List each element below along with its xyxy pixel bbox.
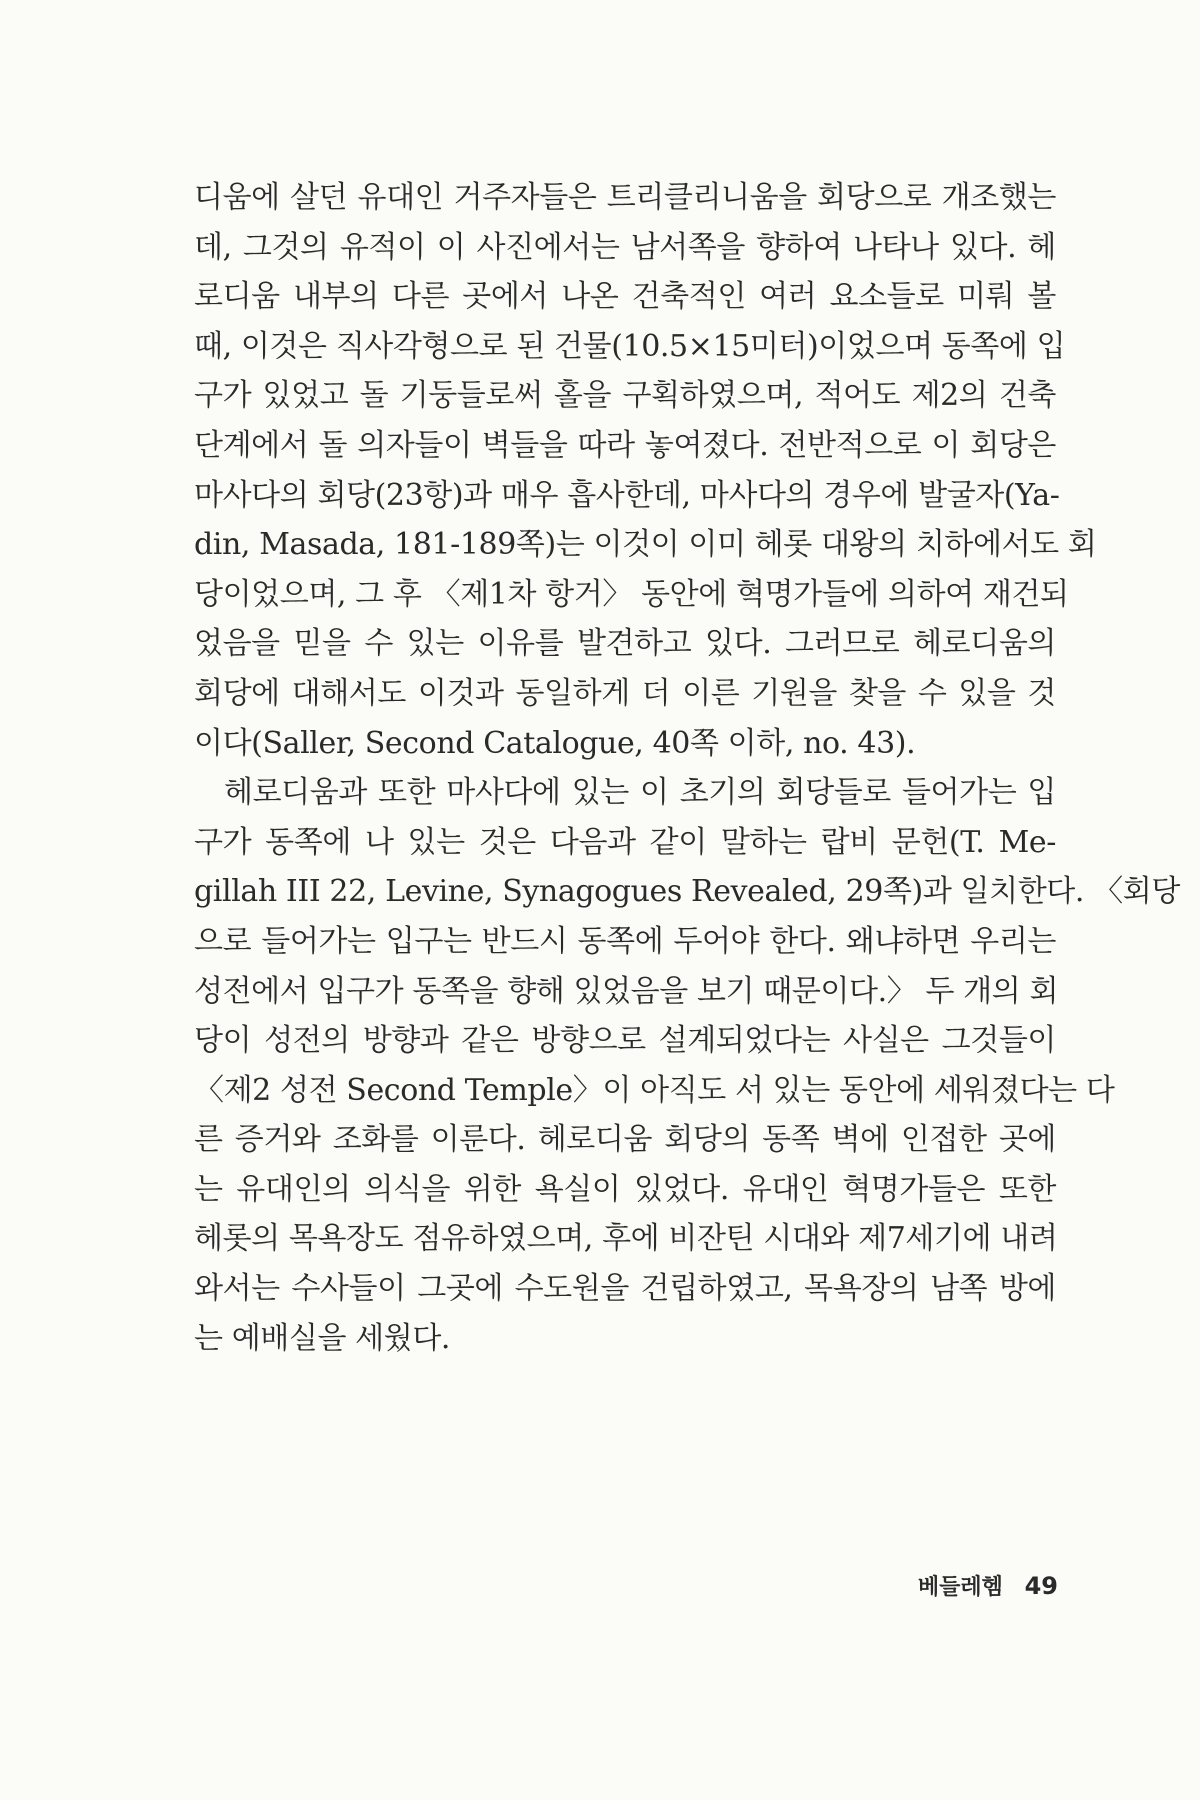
page-number: 49 — [1024, 1572, 1058, 1600]
text-line: 헤로디움과 또한 마사다에 있는 이 초기의 회당들로 들어가는 입 — [224, 775, 1056, 811]
text-line: 이다(Saller, Second Catalogue, 40쪽 이하, no. 43). — [194, 725, 916, 761]
text-line: 마사다의 회당(23항)과 매우 흡사한데, 마사다의 경우에 발굴자(Ya- — [194, 477, 1060, 513]
text-line: 구가 있었고 돌 기둥들로써 홀을 구획하였으며, 적어도 제2의 건축 — [194, 378, 1056, 414]
text-line: 성전에서 입구가 동쪽을 향해 있었음을 보기 때문이다.〉 두 개의 회 — [194, 973, 1059, 1009]
text-line: 단계에서 돌 의자들이 벽들을 따라 놓여졌다. 전반적으로 이 회당은 — [194, 427, 1056, 463]
text-line: 으로 들어가는 입구는 반드시 동쪽에 두어야 한다. 왜냐하면 우리는 — [194, 923, 1056, 959]
text-line: 〈제2 성전 Second Temple〉이 아직도 서 있는 동안에 세워졌다는 다 — [194, 1072, 1115, 1108]
running-head: 베들레헴 — [917, 1575, 1003, 1600]
body-text — [194, 173, 1180, 1363]
text-line: 회당에 대해서도 이것과 동일하게 더 이른 기원을 찾을 수 있을 것 — [194, 675, 1056, 711]
text-line: 디움에 살던 유대인 거주자들은 트리클리니움을 회당으로 개조했는 — [194, 180, 1056, 215]
text-line: din, Masada, 181-189쪽)는 이것이 이미 헤롯 대왕의 치하에서도 회 — [194, 527, 1097, 563]
text-line: 헤롯의 목욕장도 점유하였으며, 후에 비잔틴 시대와 제7세기에 내려 — [194, 1221, 1058, 1257]
text-line: 른 증거와 조화를 이룬다. 헤로디움 회당의 동쪽 벽에 인접한 곳에 — [194, 1122, 1056, 1158]
text-line: 와서는 수사들이 그곳에 수도원을 건립하였고, 목욕장의 남쪽 방에 — [194, 1271, 1056, 1307]
text-line: 당이었으며, 그 후 〈제1차 항거〉 동안에 혁명가들에 의하여 재건되 — [194, 576, 1069, 612]
text-line: 는 유대인의 의식을 위한 욕실이 있었다. 유대인 혁명가들은 또한 — [194, 1171, 1056, 1207]
text-line: 데, 그것의 유적이 이 사진에서는 남서쪽을 향하여 나타나 있다. 헤 — [194, 229, 1056, 265]
page-footer — [0, 1570, 1058, 1601]
text-line: 때, 이것은 직사각형으로 된 건물(10.5×15미터)이었으며 동쪽에 입 — [194, 328, 1066, 364]
text-line: 는 예배실을 세웠다. — [194, 1320, 451, 1356]
text-line: gillah III 22, Levine, Synagogues Revealed, 29쪽)과 일치한다. 〈회당 — [194, 874, 1180, 910]
text-line: 당이 성전의 방향과 같은 방향으로 설계되었다는 사실은 그것들이 — [194, 1023, 1056, 1059]
text-line: 었음을 믿을 수 있는 이유를 발견하고 있다. 그러므로 헤로디움의 — [194, 626, 1056, 662]
text-line: 로디움 내부의 다른 곳에서 나온 건축적인 여러 요소들로 미뤄 볼 — [194, 279, 1056, 315]
text-line: 구가 동쪽에 나 있는 것은 다음과 같이 말하는 랍비 문헌(T. Me- — [194, 824, 1056, 860]
